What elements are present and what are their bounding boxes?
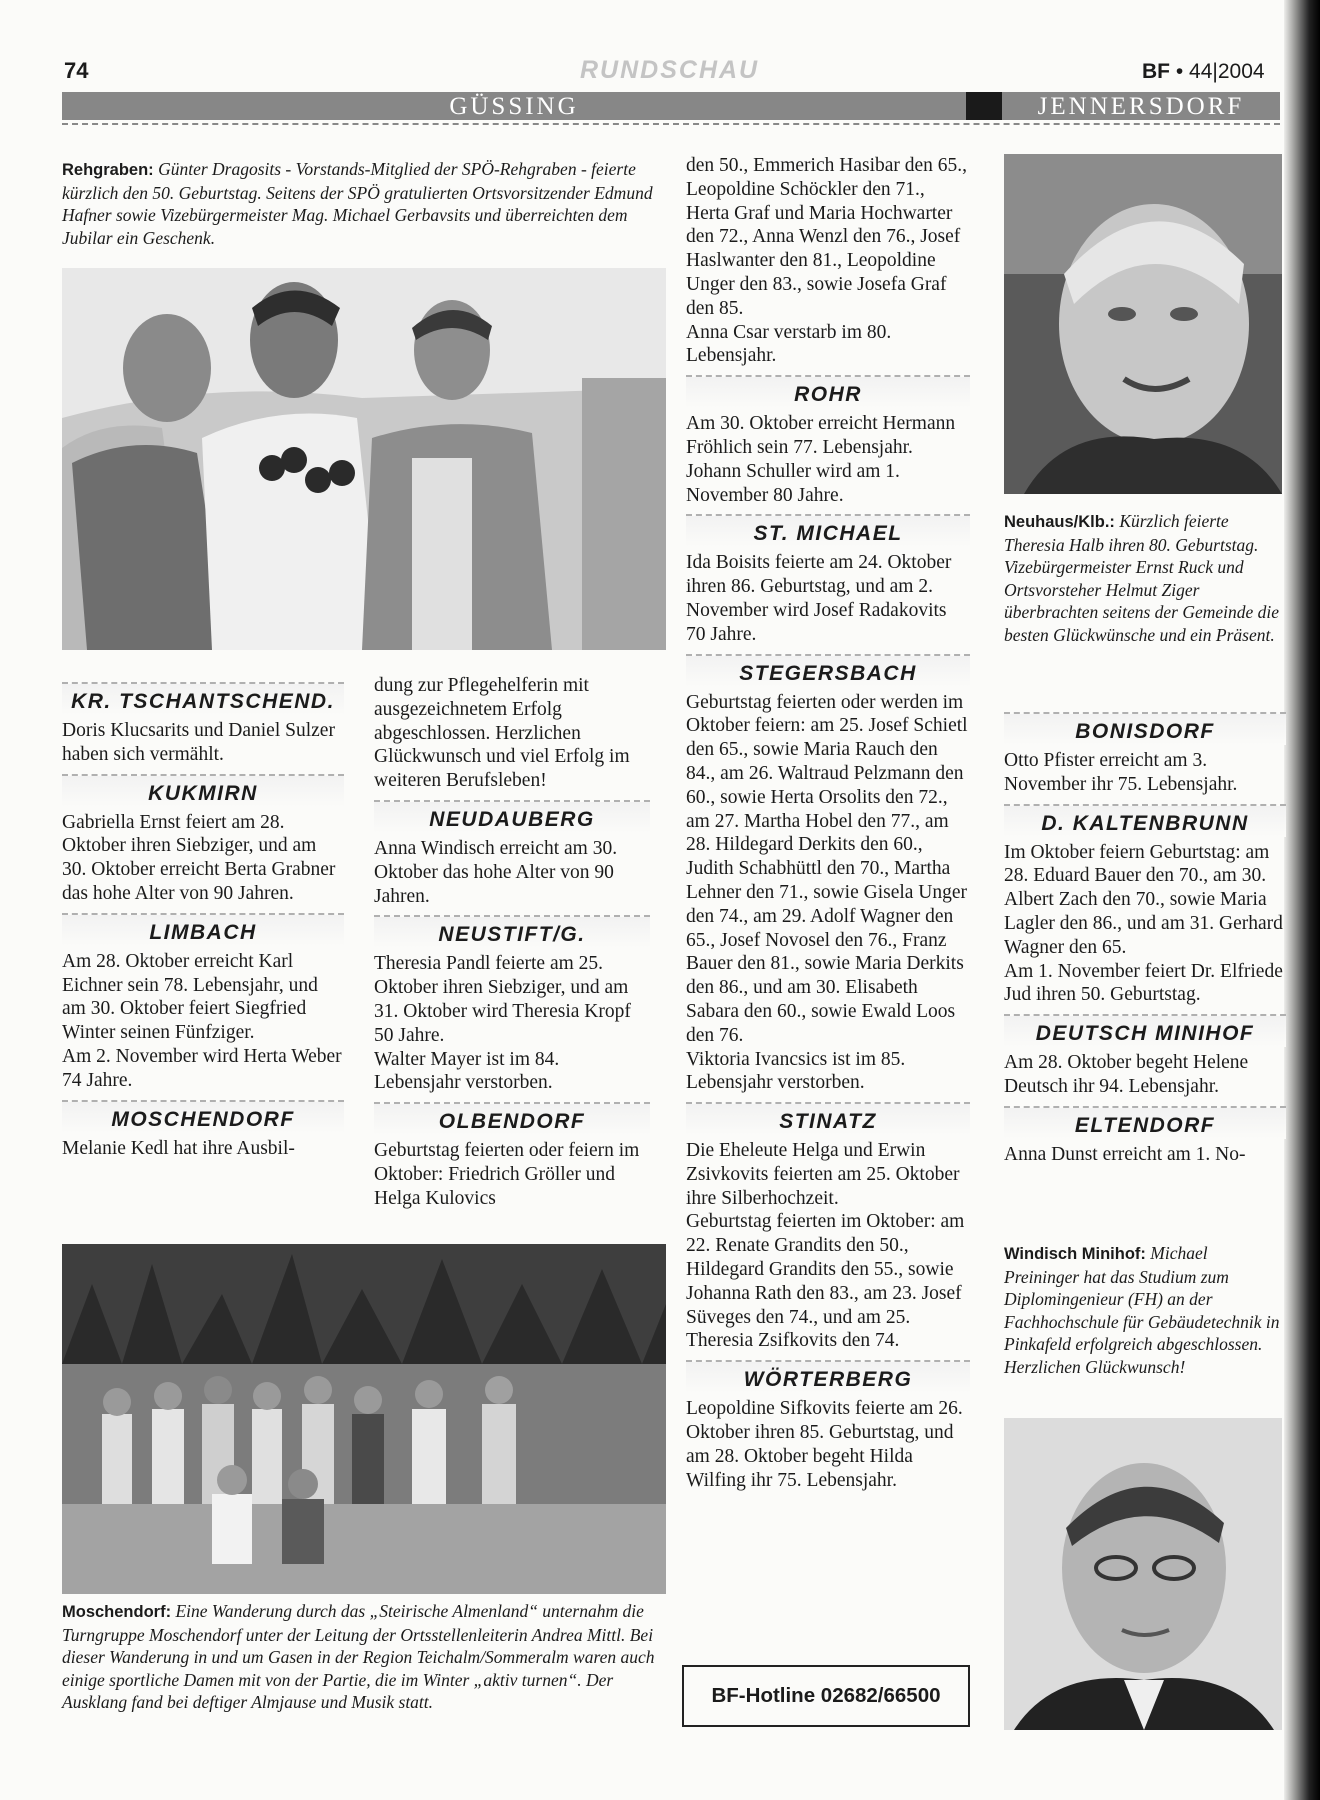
news-item: Am 30. Oktober erreicht Hermann Fröhlich sein 77. Lebensjahr. — [686, 413, 956, 458]
paper-short: BF — [1142, 60, 1170, 83]
news-item: Melanie Kedl hat ihre Ausbil- — [62, 1137, 295, 1159]
section-heading: D. KALTENBRUNN — [1004, 804, 1286, 837]
news-item: Die Eheleute Helga und Erwin Zsivkovits feierten am 25. Oktober ihre Silberhochzeit. — [686, 1140, 960, 1209]
region-banner-guessing: GÜSSING — [62, 92, 966, 120]
hotline-box: BF-Hotline 02682/66500 — [682, 1665, 970, 1727]
photo-michael-preininger — [1004, 1418, 1282, 1730]
page-number: 74 — [64, 58, 89, 83]
column-2 — [374, 674, 650, 1211]
news-item: Anna Dunst erreicht am 1. No- — [1004, 1143, 1246, 1165]
bullet: • — [1175, 60, 1184, 83]
caption-lead: Neuhaus/Klb.: — [1004, 513, 1115, 531]
news-item: Johann Schuller wird am 1. November 80 Jahre. — [686, 460, 900, 506]
section-title: RUNDSCHAU — [580, 56, 760, 84]
section-heading: MOSCHENDORF — [62, 1100, 344, 1133]
caption-windisch-minihof — [1004, 1242, 1284, 1378]
column-1 — [62, 682, 344, 1160]
section-heading: NEUDAUBERG — [374, 800, 650, 833]
section-heading: STEGERSBACH — [686, 654, 970, 687]
section-heading: NEUSTIFT/G. — [374, 915, 650, 948]
news-item: Viktoria Ivancsics ist im 85. Lebensjahr verstorben. — [686, 1048, 906, 1094]
section-heading: STINATZ — [686, 1102, 970, 1135]
banner-rule — [62, 123, 1280, 125]
news-item: Doris Klucsarits und Daniel Sulzer haben sich vermählt. — [62, 720, 335, 765]
news-item: Walter Mayer ist im 84. Lebensjahr verstorben. — [374, 1048, 560, 1094]
news-item: Gabriella Ernst feiert am 28. Oktober ihren Siebziger, und am 30. Oktober erreicht Berta Grabner das hohe Alter von 90 Jahren. — [62, 811, 336, 904]
caption-text: Kürzlich feierte Theresia Halb ihren 80. Geburtstag. Vizebürgermeister Ernst Ruck und Ortsvorsteher Helmut Ziger überbrachten seitens der Gemeinde die besten Glückwünsche und ein Präsent. — [1004, 511, 1280, 645]
caption-lead: Windisch Minihof: — [1004, 1245, 1146, 1263]
caption-text: Eine Wanderung durch das „Steirische Almenland“ unternahm die Turngruppe Moschendorf unter der Leitung der Ortsstellenleiterin Andrea Mittl. Bei dieser Wanderung in und um Gasen in der Region Teichalm/Sommeralm waren auch einige sportliche Damen mit von der Partie, die im Winter „aktiv turnen“. Der Ausklang fand bei deftiger Almjause und Musik statt. — [62, 1601, 655, 1712]
caption-text: Günter Dragosits - Vorstands-Mitglied der SPÖ-Rehgraben - feierte kürzlich den 50. Geburtstag. Seitens der SPÖ gratulierten Ortsvorsitzender Edmund Hafner sowie Vizebürgermeister Mag. Michael Gerbavsits und überreichten dem Jubilar ein Geschenk. — [62, 159, 653, 248]
news-item: den 50., Emmerich Hasibar den 65., Leopoldine Schöckler den 71., Herta Graf und Maria Hochwarter den 72., Anna Wenzl den 76., Josef Haslwanter den 81., Leopoldine Unger den 83., sowie Josefa Graf den 85. — [686, 155, 968, 319]
news-item: Am 28. Oktober erreicht Karl Eichner sein 78. Lebensjahr, und am 30. Oktober feiert Siegfried Winter seinen Fünfziger. — [62, 950, 318, 1044]
region-banner-jennersdorf: JENNERSDORF — [1002, 92, 1280, 120]
caption-moschendorf — [62, 1600, 666, 1714]
banner-divider — [966, 92, 1002, 120]
news-item: Geburtstag feierten im Oktober: am 22. Renate Grandits den 50., Hildegard Grandits den 55., sowie Johanna Rath den 83., am 23. Josef Süveges den 74., und am 25. Theresia Zsifkovits den 74. — [686, 1211, 965, 1352]
caption-lead: Rehgraben: — [62, 161, 154, 179]
section-heading: ROHR — [686, 375, 970, 408]
photo-hiking-group — [62, 1244, 666, 1594]
news-item: Im Oktober feiern Geburtstag: am 28. Eduard Bauer den 70., am 30. Albert Zach den 70., sowie Maria Lagler den 86., und am 31. Gerhard Wagner den 65. — [1004, 841, 1283, 958]
news-item: dung zur Pflegehelferin mit ausgezeichnetem Erfolg abgeschlossen. Herzlichen Glückwunsch und viel Erfolg im weiteren Berufsleben! — [374, 675, 630, 792]
caption-text: Michael Preininger hat das Studium zum Diplomingenieur (FH) an der Fachhochschule für Gebäudetechnik in Pinkafeld erfolgreich abgeschlossen. Herzlichen Glückwunsch! — [1004, 1243, 1280, 1377]
news-item: Ida Boisits feierte am 24. Oktober ihren 86. Geburtstag, und am 2. November wird Josef Radakovits 70 Jahre. — [686, 552, 952, 645]
section-heading: OLBENDORF — [374, 1102, 650, 1135]
issue-number: 44|2004 — [1189, 60, 1265, 83]
news-item: Leopoldine Sifkovits feierte am 26. Oktober ihren 85. Geburtstag, und am 28. Oktober begeht Hilda Wilfing ihr 75. Lebensjahr. — [686, 1398, 963, 1491]
news-item: Theresia Pandl feierte am 25. Oktober ihren Siebziger, und am 31. Oktober wird Theresia Kropf 50 Jahre. — [374, 953, 631, 1046]
section-heading: ELTENDORF — [1004, 1106, 1286, 1139]
section-heading: BONISDORF — [1004, 712, 1286, 745]
section-heading: KR. TSCHANTSCHEND. — [62, 682, 344, 715]
section-heading: ST. MICHAEL — [686, 514, 970, 547]
issue-label — [1142, 60, 1265, 84]
section-heading: DEUTSCH MINIHOF — [1004, 1014, 1286, 1047]
news-item: Anna Windisch erreicht am 30. Oktober das hohe Alter von 90 Jahren. — [374, 837, 618, 907]
caption-lead: Moschendorf: — [62, 1603, 172, 1621]
news-item: Geburtstag feierten oder werden im Oktober feiern: am 25. Josef Schietl den 65., sowie Maria Rauch den 84., am 26. Waltraud Pelzmann den 60., sowie Herta Orsolits den 72., am 27. Martha Hobel den 77., am 28. Hildegard Derkits den 60., Judith Schabhüttl den 70., Martha Lehner den 71., sowie Gisela Unger den 74., am 29. Adolf Wagner den 65., Josef Novosel den 76., Franz Bauer den 81., sowie Maria Derkits den 86., und am 30. Elisabeth Sabara den 60., sowie Ewald Loos den 76. — [686, 691, 968, 1046]
section-heading: WÖRTERBERG — [686, 1360, 970, 1393]
column-4 — [1004, 712, 1286, 1167]
news-item: Geburtstag feierten oder feiern im Oktober: Friedrich Gröller und Helga Kulovics — [374, 1140, 640, 1209]
news-item: Otto Pfister erreicht am 3. November ihr 75. Lebensjahr. — [1004, 750, 1238, 795]
photo-theresia-halb — [1004, 154, 1282, 494]
section-heading: KUKMIRN — [62, 774, 344, 807]
scan-edge — [1284, 0, 1320, 1800]
news-item: Am 2. November wird Herta Weber 74 Jahre. — [62, 1045, 342, 1091]
caption-neuhaus — [1004, 510, 1284, 646]
news-item: Am 1. November feiert Dr. Elfriede Jud ihren 50. Geburtstag. — [1004, 960, 1283, 1006]
section-heading: LIMBACH — [62, 913, 344, 946]
news-item: Anna Csar verstarb im 80. Lebensjahr. — [686, 321, 892, 367]
column-3 — [686, 154, 970, 1492]
caption-rehgraben — [62, 158, 666, 249]
photo-three-men-toasting — [62, 268, 666, 650]
news-item: Am 28. Oktober begeht Helene Deutsch ihr 94. Lebensjahr. — [1004, 1052, 1249, 1097]
